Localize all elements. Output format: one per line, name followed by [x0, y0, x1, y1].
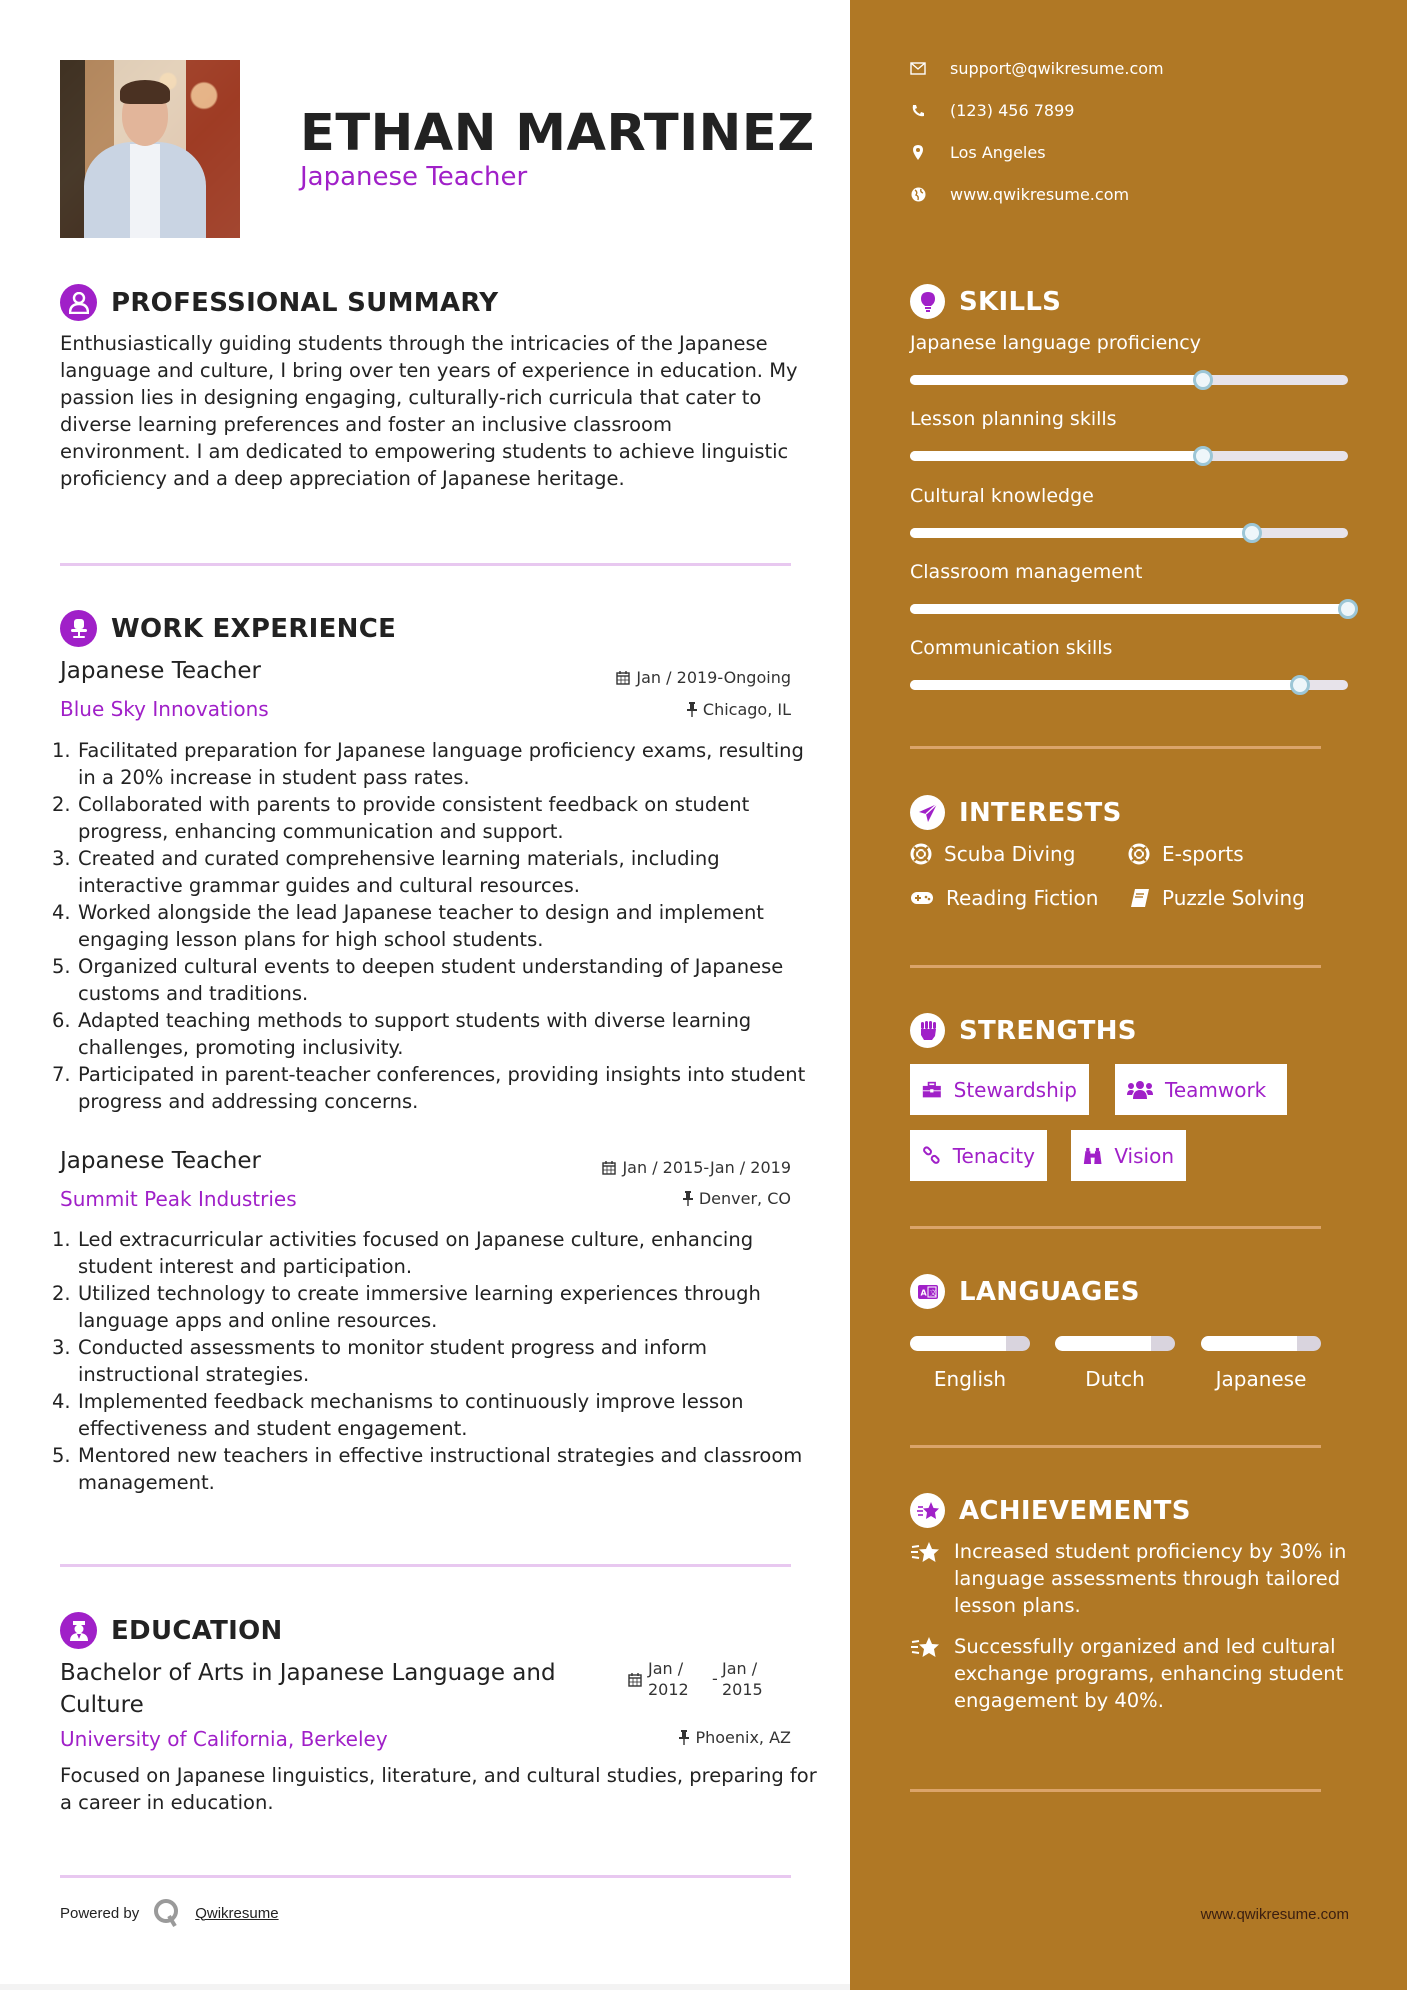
job-bullets	[52, 737, 812, 1115]
qwikresume-logo-icon	[153, 1898, 181, 1928]
job-company: Blue Sky Innovations	[60, 697, 269, 721]
office-chair-icon	[60, 610, 97, 647]
paper-plane-icon	[910, 795, 945, 830]
education-start: Jan / 2012	[648, 1659, 689, 1699]
list-item: 3. Conducted assessments to monitor student progress and inform instructional strategies.	[52, 1336, 708, 1386]
powered-by	[60, 1898, 279, 1928]
binoculars-icon	[1083, 1145, 1102, 1167]
education-title: EDUCATION	[111, 1615, 283, 1646]
contact-phone	[910, 101, 1074, 120]
job-location-text: Denver, CO	[698, 1189, 791, 1208]
summary-text: Enthusiastically guiding students through the intricacies of the Japanese language and culture, I bring over ten years of experience in education. My passion lies in designing engaging, culturally-rich curricula that cater to diverse learning preferences and foster an inclusive classroom environment. I am dedicated to empowering students to achieve linguistic proficiency and a deep appreciation of Japanese heritage.	[60, 332, 798, 490]
language-bar	[1201, 1336, 1321, 1351]
education-end: Jan / 2015	[722, 1659, 763, 1699]
skill-label: Cultural knowledge	[910, 485, 1094, 507]
job-dates-text: Jan / 2015-Jan / 2019	[622, 1158, 791, 1177]
divider	[60, 1564, 791, 1567]
interest-item: Scuba Diving	[910, 842, 1075, 866]
skill-knob	[1193, 446, 1213, 466]
education-description: Focused on Japanese linguistics, literature, and cultural studies, preparing for a career in education.	[60, 1764, 817, 1814]
gamepad-icon	[910, 890, 934, 906]
education-dates	[628, 1658, 772, 1700]
pushpin-icon	[687, 702, 697, 717]
life-ring-icon	[910, 843, 932, 865]
book-icon	[1130, 888, 1150, 908]
pushpin-icon	[679, 1730, 689, 1745]
skill-knob	[1242, 523, 1262, 543]
qwikresume-link[interactable]: Qwikresume	[195, 1904, 279, 1922]
footer-website[interactable]: www.qwikresume.com	[1200, 1906, 1349, 1923]
experience-heading	[60, 610, 396, 647]
education-heading	[60, 1612, 283, 1649]
skill-bar	[910, 528, 1348, 538]
skill-bar	[910, 680, 1348, 690]
skill-knob	[1338, 599, 1358, 619]
list-item: 7. Participated in parent-teacher conferences, providing insights into student progress and addressing concerns.	[52, 1063, 806, 1113]
strengths-heading	[910, 1013, 1137, 1048]
language-label: Dutch	[1085, 1367, 1145, 1391]
list-item: 6. Adapted teaching methods to support students with diverse learning challenges, promoting inclusivity.	[52, 1009, 752, 1059]
divider	[910, 965, 1321, 968]
life-ring-icon	[1128, 843, 1150, 865]
candidate-name: ETHAN MARTINEZ	[300, 104, 815, 163]
strength-chip: Teamwork	[1115, 1064, 1287, 1115]
skill-bar	[910, 604, 1348, 614]
skill-label: Communication skills	[910, 637, 1113, 659]
list-item: 5. Mentored new teachers in effective instructional strategies and classroom management.	[52, 1444, 803, 1494]
interests-title: INTERESTS	[959, 797, 1122, 828]
shooting-star-icon	[910, 1633, 942, 1714]
lightbulb-icon	[910, 284, 945, 319]
language-label: English	[933, 1367, 1007, 1391]
link-icon	[922, 1145, 941, 1167]
list-item: 1. Facilitated preparation for Japanese language proficiency exams, resulting in a 20% increase in student pass rates.	[52, 739, 804, 789]
divider	[60, 1875, 791, 1878]
date-separator: -	[712, 1669, 718, 1688]
skills-title: SKILLS	[959, 286, 1062, 317]
user-icon	[60, 284, 97, 321]
list-item: 1. Led extracurricular activities focused on Japanese culture, enhancing student interest and participation.	[52, 1228, 754, 1278]
envelope-icon	[910, 62, 926, 75]
job-location	[687, 700, 791, 719]
users-icon	[1127, 1080, 1153, 1100]
languages-heading	[910, 1274, 1140, 1309]
divider	[910, 1445, 1321, 1448]
svg-text:文: 文	[929, 1288, 936, 1297]
education-location	[679, 1728, 791, 1747]
list-item: 2. Utilized technology to create immersive learning experiences through language apps and online resources.	[52, 1282, 761, 1332]
achievements-heading	[910, 1493, 1191, 1528]
contact-website	[910, 185, 1129, 204]
divider	[910, 1789, 1321, 1792]
strength-chip: Vision	[1071, 1130, 1186, 1181]
job-dates	[602, 1158, 791, 1177]
language-bar	[1055, 1336, 1175, 1351]
contact-email	[910, 59, 1164, 78]
location-text: Los Angeles	[950, 143, 1046, 162]
list-item: 4. Implemented feedback mechanisms to continuously improve lesson effectiveness and student engagement.	[52, 1390, 744, 1440]
language-label: Japanese	[1215, 1367, 1307, 1391]
experience-title: WORK EXPERIENCE	[111, 613, 397, 644]
website-text[interactable]: www.qwikresume.com	[950, 185, 1130, 204]
shooting-star-icon	[910, 1538, 942, 1619]
summary-heading	[60, 284, 498, 321]
pushpin-icon	[683, 1191, 693, 1206]
interest-item: Reading Fiction	[910, 886, 1098, 910]
phone-icon	[910, 104, 926, 118]
interest-item: Puzzle Solving	[1130, 886, 1305, 910]
divider	[910, 1226, 1321, 1229]
profile-photo	[60, 60, 240, 238]
job-location	[683, 1189, 791, 1208]
job-bullets	[52, 1226, 812, 1496]
translate-icon	[910, 1274, 945, 1309]
sidebar-column	[850, 0, 1407, 1990]
job-location-text: Chicago, IL	[702, 700, 791, 719]
divider	[910, 746, 1321, 749]
candidate-role: Japanese Teacher	[300, 162, 528, 192]
degree-title: Bachelor of Arts in Japanese Language and Culture	[60, 1660, 556, 1718]
skill-bar	[910, 375, 1348, 385]
divider	[60, 563, 791, 566]
skill-knob	[1193, 370, 1213, 390]
interests-heading	[910, 795, 1122, 830]
strength-chip: Stewardship	[910, 1064, 1089, 1115]
achievement-item: Successfully organized and led cultural exchange programs, enhancing student engagement by 40%.	[910, 1633, 1350, 1714]
list-item: 4. Worked alongside the lead Japanese teacher to design and implement engaging lesson plans for high school students.	[52, 901, 764, 951]
phone-text: (123) 456 7899	[950, 101, 1075, 120]
list-item: 2. Collaborated with parents to provide consistent feedback on student progress, enhancing communication and support.	[52, 793, 750, 843]
graduate-icon	[60, 1612, 97, 1649]
calendar-icon	[616, 670, 630, 685]
strength-chip: Tenacity	[910, 1130, 1047, 1181]
job-dates	[616, 668, 791, 687]
svg-text:A: A	[920, 1288, 927, 1297]
skills-heading	[910, 284, 1061, 319]
interest-item: E-sports	[1128, 842, 1244, 866]
job-dates-text: Jan / 2019-Ongoing	[636, 668, 791, 687]
skill-label: Lesson planning skills	[910, 408, 1117, 430]
page-bottom-strip	[0, 1984, 850, 1990]
map-marker-icon	[910, 145, 926, 160]
calendar-icon	[628, 1672, 642, 1687]
calendar-icon	[602, 1160, 616, 1175]
language-bar	[910, 1336, 1030, 1351]
skill-bar	[910, 451, 1348, 461]
achievement-item: Increased student proficiency by 30% in language assessments through tailored lesson plans.	[910, 1538, 1350, 1619]
powered-by-label: Powered by	[60, 1904, 140, 1922]
list-item: 5. Organized cultural events to deepen student understanding of Japanese customs and traditions.	[52, 955, 784, 1005]
summary-title: PROFESSIONAL SUMMARY	[111, 287, 499, 318]
email-text[interactable]: support@qwikresume.com	[950, 59, 1164, 78]
job-title: Japanese Teacher	[60, 658, 261, 684]
education-location-text: Phoenix, AZ	[695, 1728, 791, 1747]
shooting-star-icon	[910, 1493, 945, 1528]
strengths-title: STRENGTHS	[959, 1015, 1137, 1046]
skill-knob	[1290, 675, 1310, 695]
job-title: Japanese Teacher	[60, 1148, 261, 1174]
achievements-title: ACHIEVEMENTS	[959, 1495, 1191, 1526]
job-company: Summit Peak Industries	[60, 1187, 297, 1211]
contact-location	[910, 143, 1046, 162]
list-item: 3. Created and curated comprehensive learning materials, including interactive grammar guides and cultural resources.	[52, 847, 720, 897]
skill-label: Japanese language proficiency	[910, 332, 1202, 354]
school-name: University of California, Berkeley	[60, 1727, 388, 1751]
skill-label: Classroom management	[910, 561, 1143, 583]
languages-title: LANGUAGES	[959, 1276, 1140, 1307]
briefcase-icon	[922, 1080, 942, 1100]
globe-icon	[910, 187, 926, 202]
fist-icon	[910, 1013, 945, 1048]
